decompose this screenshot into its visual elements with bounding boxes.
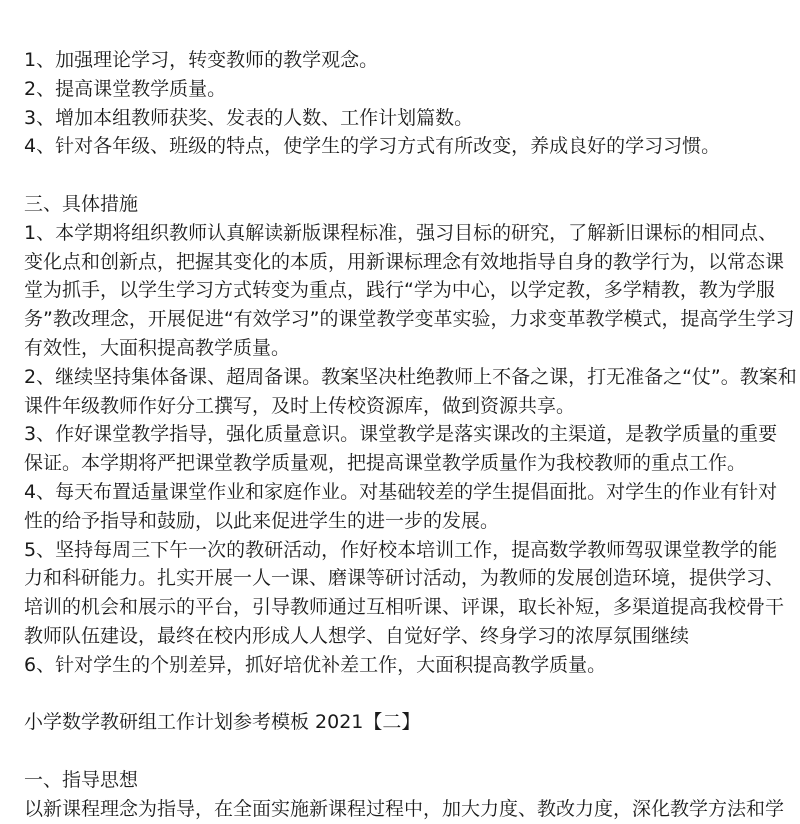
measure-line: 4、每天布置适量课堂作业和家庭作业。对基础较差的学生提倡面批。对学生的作业有针对 <box>24 480 778 503</box>
measure-line: 2、继续坚持集体备课、超周备课。教案坚决杜绝教师上不备之课，打无准备之“仗”。教案和 <box>24 365 797 388</box>
spacer <box>24 737 800 766</box>
measure-line: 性的给予指导和鼓励，以此来促进学生的进一步的发展。 <box>24 509 500 532</box>
document-subtitle: 小学数学教研组工作计划参考模板 2021【二】 <box>24 711 421 734</box>
measure-line: 教师队伍建设，最终在校内形成人人想学、自觉好学、终身学习的浓厚氛围继续 <box>24 624 690 647</box>
goal-item: 1、加强理论学习，转变教师的教学观念。 <box>24 49 379 71</box>
measure-line: 1、本学期将组织教师认真解读新版课程标准，强习目标的研究，了解新旧课标的相同点、 <box>24 221 778 244</box>
paragraph-line: 以新课程理念为指导，在全面实施新课程过程中，加大力度、教改力度，深化教学方法和学 <box>24 797 785 820</box>
document-body <box>24 46 800 824</box>
goal-item: 4、针对各年级、班级的特点，使学生的学习方式有所改变，养成良好的学习习惯。 <box>24 135 721 158</box>
goal-item: 3、增加本组教师获奖、发表的人数、工作计划篇数。 <box>24 106 474 129</box>
measure-line: 有效性，大面积提高教学质量。 <box>24 336 291 359</box>
measure-line: 堂为抓手，以学生学习方式转变为重点，践行“学为中心，以学定教，多学精教，教为学服 <box>24 279 775 302</box>
measure-line: 培训的机会和展示的平台，引导教师通过互相听课、评课，取长补短，多渠道提高我校骨干 <box>24 596 785 619</box>
spacer <box>24 161 800 190</box>
measure-line: 3、作好课堂教学指导，强化质量意识。课堂教学是落实课改的主渠道，是教学质量的重要 <box>24 423 778 446</box>
measure-line: 务”教改理念，开展促进“有效学习”的课堂教学变革实验，力求变革教学模式，提高学生学习 <box>24 308 795 331</box>
measure-line: 课件年级教师作好分工撰写，及时上传校资源库，做到资源共享。 <box>24 394 576 417</box>
spacer <box>24 680 800 709</box>
section-heading-guiding-ideology: 一、指导思想 <box>24 768 139 791</box>
section-heading-measures: 三、具体措施 <box>24 192 139 215</box>
measure-line: 保证。本学期将严把课堂教学质量观，把提高课堂教学质量作为我校教师的重点工作。 <box>24 452 747 475</box>
measure-line: 5、坚持每周三下午一次的教研活动，作好校本培训工作，提高数学教师驾驭课堂教学的能 <box>24 538 778 561</box>
measure-line: 力和科研能力。扎实开展一人一课、磨课等研讨活动，为教师的发展创造环境，提供学习、 <box>24 567 785 590</box>
goal-item: 2、提高课堂教学质量。 <box>24 77 227 100</box>
measure-line: 变化点和创新点，把握其变化的本质，用新课标理念有效地指导自身的教学行为，以常态课 <box>24 250 785 273</box>
measure-line: 6、针对学生的个别差异，抓好培优补差工作，大面积提高教学质量。 <box>24 653 607 676</box>
